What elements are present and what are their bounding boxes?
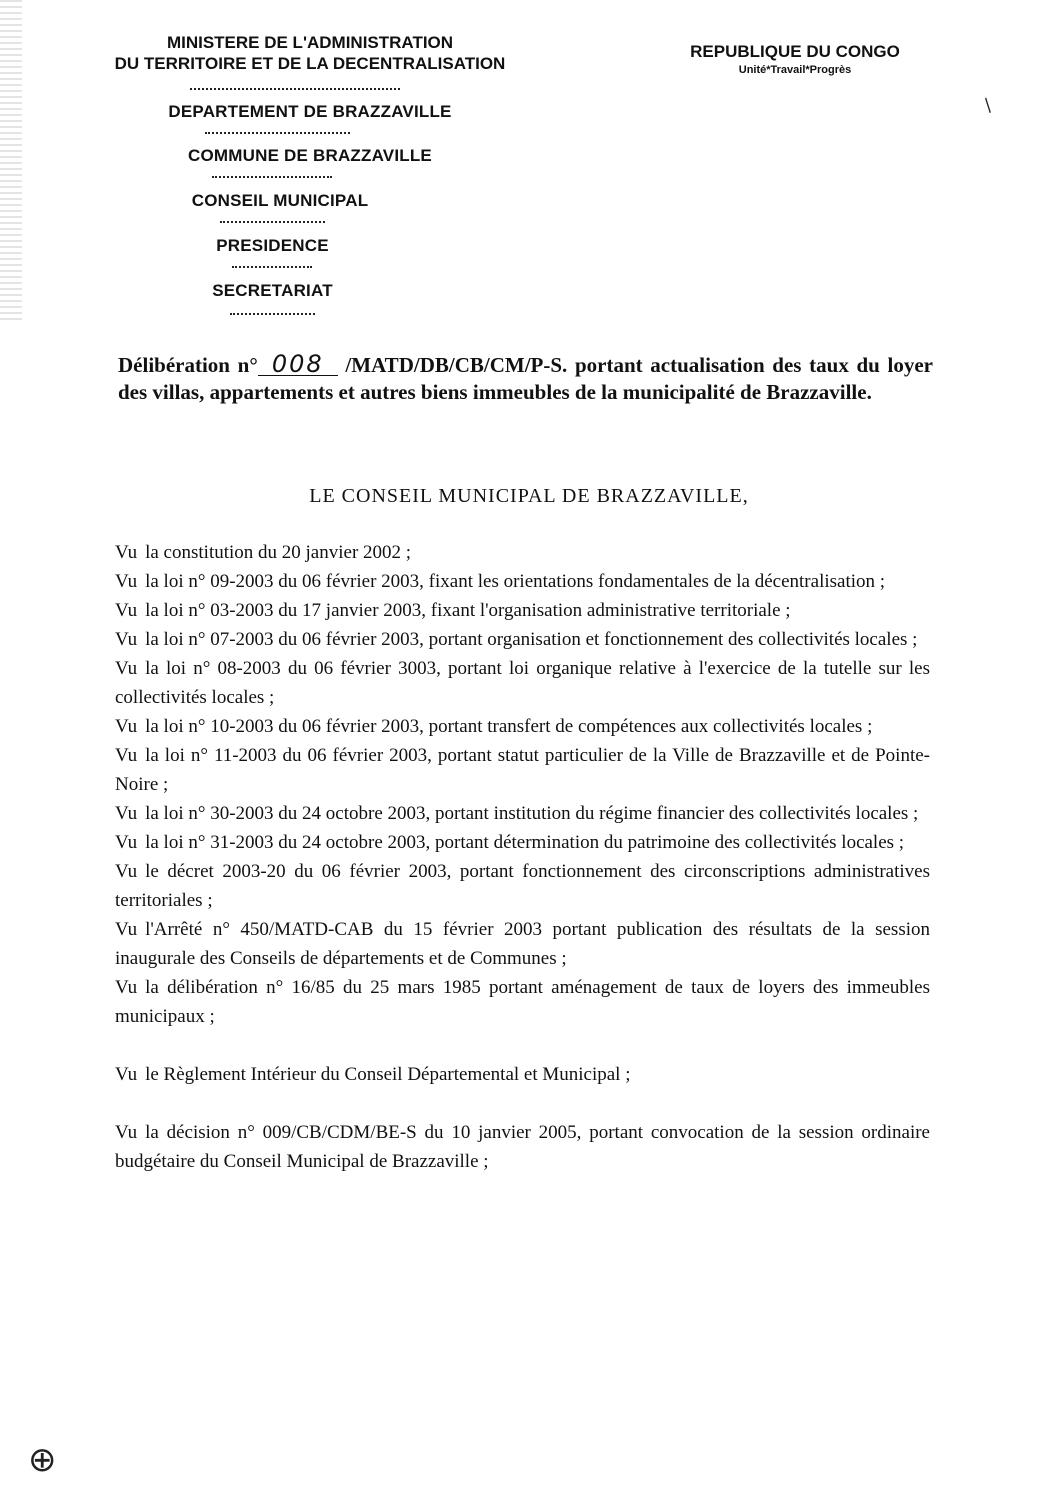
visa-vu: Vu xyxy=(115,861,138,882)
ministry-line-2: DU TERRITOIRE ET DE LA DECENTRALISATION xyxy=(114,54,506,73)
visa-vu: Vu xyxy=(115,1064,138,1085)
commune-heading: COMMUNE DE BRAZZAVILLE xyxy=(188,146,432,165)
deliberation-number: 008 xyxy=(258,353,338,376)
department-heading: DEPARTEMENT DE BRAZZAVILLE xyxy=(168,102,452,121)
visa-text: la loi n° 08-2003 du 06 février 3003, portant loi organique relative à l'exercice de la tutelle sur les collectivités locales ; xyxy=(115,658,930,708)
visa-text: la constitution du 20 janvier 2002 ; xyxy=(145,542,412,563)
visa-item xyxy=(115,741,930,799)
visa-item xyxy=(115,915,930,973)
visa-text: la décision n° 009/CB/CDM/BE-S du 10 janvier 2005, portant convocation de la session ordinaire budgétaire du Conseil Municipal de Brazzaville ; xyxy=(115,1122,930,1172)
republic-title: REPUBLIQUE DU CONGO xyxy=(690,42,900,61)
visa-vu: Vu xyxy=(115,629,138,650)
visa-vu: Vu xyxy=(115,919,138,940)
visa-vu: Vu xyxy=(115,542,138,563)
visa-item xyxy=(115,538,930,567)
deliberation-prefix: Délibération n° xyxy=(118,353,258,377)
visa-vu: Vu xyxy=(115,716,138,737)
republic-motto: Unité*Travail*Progrès xyxy=(738,64,852,76)
visa-text: la loi n° 09-2003 du 06 février 2003, fixant les orientations fondamentales de la décentralisation ; xyxy=(145,571,886,592)
republic-heading xyxy=(640,42,950,76)
ministry-heading xyxy=(80,32,540,74)
visa-item xyxy=(115,799,930,828)
visa-vu: Vu xyxy=(115,832,138,853)
visa-item xyxy=(115,596,930,625)
separator xyxy=(232,266,312,268)
separator xyxy=(205,132,350,134)
visa-vu: Vu xyxy=(115,571,138,592)
visa-text: la loi n° 31-2003 du 24 octobre 2003, portant détermination du patrimoine des collectivités locales ; xyxy=(145,832,905,853)
visa-item xyxy=(115,712,930,741)
visa-vu: Vu xyxy=(115,1122,138,1143)
separator xyxy=(190,88,400,90)
initials-mark: ⊕ xyxy=(28,1440,57,1480)
visa-text: la loi n° 07-2003 du 06 février 2003, portant organisation et fonctionnement des collectivités locales ; xyxy=(145,629,918,650)
scan-edge-noise xyxy=(0,0,22,320)
separator xyxy=(212,176,332,178)
visa-text: l'Arrêté n° 450/MATD-CAB du 15 février 2003 portant publication des résultats de la session inaugurale des Conseils de départements et de Communes ; xyxy=(115,919,930,969)
presidence-heading: PRESIDENCE xyxy=(216,236,329,255)
separator xyxy=(230,313,315,315)
visa-item xyxy=(115,1060,930,1089)
pen-mark: / xyxy=(979,95,997,116)
visa-vu: Vu xyxy=(115,745,138,766)
visa-item xyxy=(115,567,930,596)
ministry-line-1: MINISTERE DE L'ADMINISTRATION xyxy=(166,33,454,52)
council-heading: CONSEIL MUNICIPAL xyxy=(191,191,369,210)
visa-text: le décret 2003-20 du 06 février 2003, portant fonctionnement des circonscriptions administratives territoriales ; xyxy=(115,861,930,911)
deliberation-title xyxy=(118,352,933,406)
visa-vu: Vu xyxy=(115,600,138,621)
visa-text: la loi n° 03-2003 du 17 janvier 2003, fixant l'organisation administrative territoriale ; xyxy=(145,600,791,621)
deliberation-text: /MATD/DB/CB/CM/P-S. portant actualisation des taux du loyer des villas, appartements et autres biens immeubles de la municipalité de Brazzaville. xyxy=(118,353,934,404)
visa-text: le Règlement Intérieur du Conseil Départemental et Municipal ; xyxy=(145,1064,631,1085)
separator xyxy=(220,221,325,223)
secretariat-heading: SECRETARIAT xyxy=(212,281,333,300)
visa-item xyxy=(115,973,930,1031)
visa-item xyxy=(115,654,930,712)
spacer xyxy=(115,1089,930,1118)
visa-vu: Vu xyxy=(115,803,138,824)
visa-text: la loi n° 30-2003 du 24 octobre 2003, portant institution du régime financier des collectivités locales ; xyxy=(145,803,919,824)
visa-text: la loi n° 11-2003 du 06 février 2003, portant statut particulier de la Ville de Brazzaville et de Pointe-Noire ; xyxy=(115,745,930,795)
visas-list xyxy=(115,538,930,1176)
visa-item xyxy=(115,857,930,915)
visa-item xyxy=(115,625,930,654)
visa-text: la délibération n° 16/85 du 25 mars 1985 portant aménagement de taux de loyers des immeubles municipaux ; xyxy=(115,977,930,1027)
visa-text: la loi n° 10-2003 du 06 février 2003, portant transfert de compétences aux collectivités locales ; xyxy=(145,716,873,737)
visa-item xyxy=(115,1118,930,1176)
visa-vu: Vu xyxy=(115,977,138,998)
council-title: LE CONSEIL MUNICIPAL DE BRAZZAVILLE, xyxy=(309,485,749,507)
visa-vu: Vu xyxy=(115,658,138,679)
spacer xyxy=(115,1031,930,1060)
visa-item xyxy=(115,828,930,857)
